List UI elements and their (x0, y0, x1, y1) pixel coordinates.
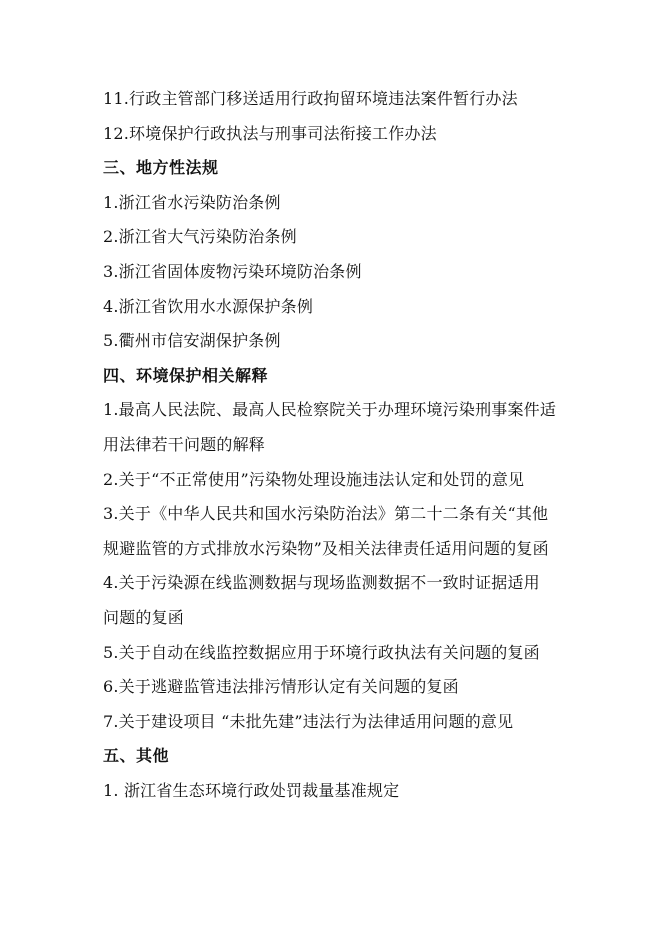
list-item: 12.环境保护行政执法与刑事司法衔接工作办法 (103, 123, 437, 143)
list-item: 1.最高人民法院、最高人民检察院关于办理环境污染刑事案件适 (103, 400, 557, 420)
section-heading: 四、环境保护相关解释 (103, 365, 269, 385)
section-heading: 三、地方性法规 (103, 158, 219, 178)
list-item: 1. 浙江省生态环境行政处罚裁量基准规定 (103, 780, 400, 800)
list-item: 3.浙江省固体废物污染环境防治条例 (103, 261, 362, 281)
list-item: 2.浙江省大气污染防治条例 (103, 227, 297, 247)
list-item: 2.关于“不正常使用”污染物处理设施违法认定和处罚的意见 (103, 469, 525, 489)
list-item: 3.关于《中华人民共和国水污染防治法》第二十二条有关“其他 (103, 504, 549, 524)
list-item-continuation: 用法律若干问题的解释 (103, 434, 266, 454)
list-item: 7.关于建设项目 “未批先建”违法行为法律适用问题的意见 (103, 711, 514, 731)
list-item: 5.衢州市信安湖保护条例 (103, 331, 281, 351)
list-item: 1.浙江省水污染防治条例 (103, 192, 281, 212)
list-item: 11.行政主管部门移送适用行政拘留环境违法案件暂行办法 (103, 89, 518, 108)
section-heading: 五、其他 (103, 746, 170, 766)
list-item-continuation: 规避监管的方式排放水污染物”及相关法律责任适用问题的复函 (103, 538, 549, 558)
list-item: 4.关于污染源在线监测数据与现场监测数据不一致时证据适用 (103, 573, 540, 593)
list-item: 4.浙江省饮用水水源保护条例 (103, 296, 314, 316)
list-item: 5.关于自动在线监控数据应用于环境行政执法有关问题的复函 (103, 642, 540, 662)
list-item: 6.关于逃避监管违法排污情形认定有关问题的复函 (103, 677, 459, 697)
list-item-continuation: 问题的复函 (103, 607, 185, 627)
document-body (103, 82, 573, 808)
